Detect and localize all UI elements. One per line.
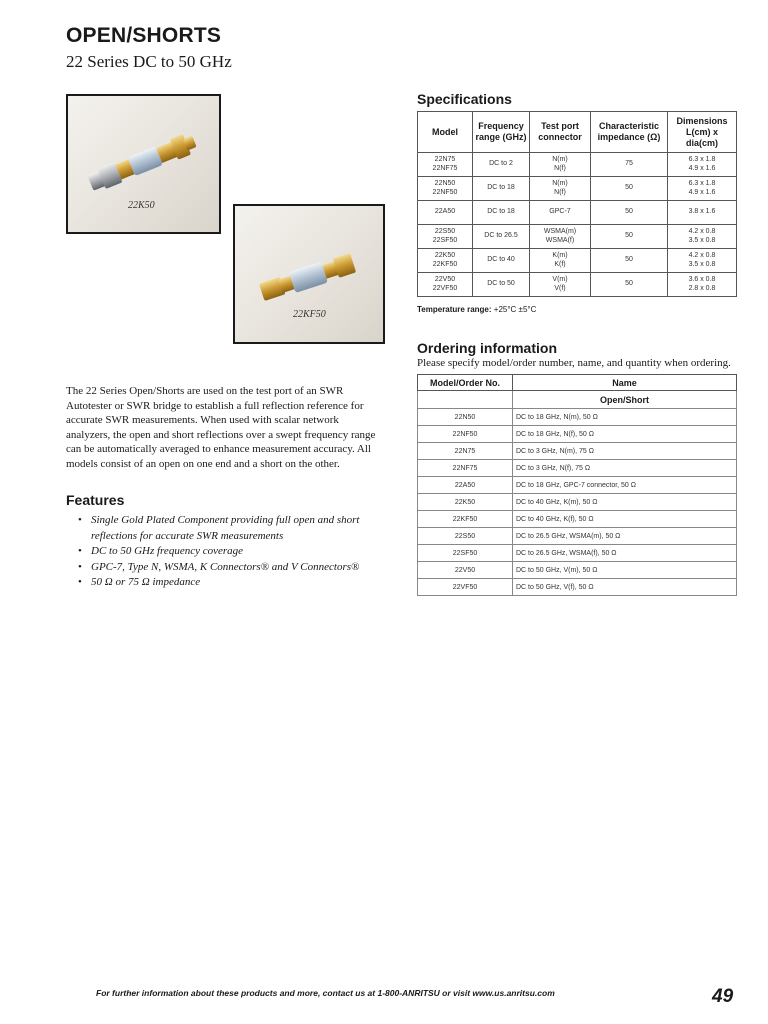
cell-model: 22K50 — [418, 494, 513, 511]
page-subtitle: 22 Series DC to 50 GHz — [66, 52, 232, 71]
feature-item: • 50 Ω or 75 Ω impedance — [78, 575, 388, 591]
table-row — [418, 528, 737, 545]
table-row — [418, 443, 737, 460]
cell-impedance: 50 — [591, 249, 668, 273]
cell-connector: N(m) N(f) — [530, 177, 591, 201]
cell-freq: DC to 40 — [473, 249, 530, 273]
cell-connector: N(m) N(f) — [530, 153, 591, 177]
cell-name: DC to 26.5 GHz, WSMA(m), 50 Ω — [513, 528, 737, 545]
cell-model: 22S50 — [418, 528, 513, 545]
column-header: Test port connector — [530, 112, 591, 153]
table-row — [418, 545, 737, 562]
cell-name: DC to 26.5 GHz, WSMA(f), 50 Ω — [513, 545, 737, 562]
cell-model: 22V50 22VF50 — [418, 273, 473, 297]
cell-model: 22VF50 — [418, 579, 513, 596]
cell-connector: K(m) K(f) — [530, 249, 591, 273]
features-list — [78, 513, 388, 591]
table-row — [418, 273, 737, 297]
product-photo-22kf50 — [233, 204, 385, 344]
cell-connector: WSMA(m) WSMA(f) — [530, 225, 591, 249]
cell-freq: DC to 2 — [473, 153, 530, 177]
cell-model: 22A50 — [418, 201, 473, 225]
ordering-table — [417, 374, 737, 596]
cell-name: DC to 3 GHz, N(f), 75 Ω — [513, 460, 737, 477]
column-header: Dimensions L(cm) x dia(cm) — [668, 112, 737, 153]
table-row — [418, 153, 737, 177]
photo-caption-2: 22KF50 — [293, 309, 326, 320]
cell-name: DC to 50 GHz, V(m), 50 Ω — [513, 562, 737, 579]
table-row — [418, 562, 737, 579]
column-header: Name — [513, 375, 737, 391]
description-paragraph: The 22 Series Open/Shorts are used on the test port of an SWR Autotester or SWR bridge to establish a full reflection reference for accurate SWR measurements. When used with scalar network analyzers, the open and short reflections over a swept frequency range can be automatically averaged to enhance measurement accuracy. All models consist of an open on one end and a short on the other. — [66, 385, 376, 470]
cell-model: 22NF50 — [418, 426, 513, 443]
cell-name: DC to 3 GHz, N(m), 75 Ω — [513, 443, 737, 460]
cell-model: 22N75 22NF75 — [418, 153, 473, 177]
cell-model: 22V50 — [418, 562, 513, 579]
cell-freq: DC to 26.5 — [473, 225, 530, 249]
features-heading: Features — [66, 492, 125, 508]
table-row — [418, 225, 737, 249]
table-row — [418, 201, 737, 225]
cell-model: 22A50 — [418, 477, 513, 494]
cell-dims: 3.8 x 1.6 — [668, 201, 737, 225]
column-header: Model/Order No. — [418, 375, 513, 391]
cell-model: 22NF75 — [418, 460, 513, 477]
cell-impedance: 75 — [591, 153, 668, 177]
cell-name: DC to 40 GHz, K(f), 50 Ω — [513, 511, 737, 528]
cell-freq: DC to 18 — [473, 177, 530, 201]
table-row — [418, 460, 737, 477]
table-row — [418, 494, 737, 511]
table-row — [418, 249, 737, 273]
cell-name: DC to 40 GHz, K(m), 50 Ω — [513, 494, 737, 511]
table-row — [418, 426, 737, 443]
temperature-label: Temperature range: — [417, 305, 492, 314]
product-photo-22k50 — [66, 94, 221, 234]
cell-model: 22N75 — [418, 443, 513, 460]
cell-name: DC to 18 GHz, N(f), 50 Ω — [513, 426, 737, 443]
ordering-heading: Ordering information — [417, 340, 557, 356]
cell-impedance: 50 — [591, 225, 668, 249]
temperature-value: +25°C ±5°C — [493, 305, 537, 314]
table-row — [418, 177, 737, 201]
specifications-heading: Specifications — [417, 91, 512, 107]
cell-dims: 6.3 x 1.8 4.9 x 1.6 — [668, 177, 737, 201]
cell-dims: 4.2 x 0.8 3.5 x 0.8 — [668, 249, 737, 273]
page-number: 49 — [712, 986, 734, 1007]
column-header: Frequency range (GHz) — [473, 112, 530, 153]
table-row — [418, 477, 737, 494]
table-row — [418, 391, 737, 409]
footer-contact: For further information about these products and more, contact us at 1-800-ANRITSU or visit www.us.anritsu.com — [96, 988, 555, 998]
column-header: Model — [418, 112, 473, 153]
photo-caption-1: 22K50 — [128, 200, 155, 211]
table-row — [418, 579, 737, 596]
cell-freq: DC to 18 — [473, 201, 530, 225]
feature-item: • GPC-7, Type N, WSMA, K Connectors® and V Connectors® — [78, 560, 388, 576]
cell-impedance: 50 — [591, 273, 668, 297]
cell-dims: 4.2 x 0.8 3.5 x 0.8 — [668, 225, 737, 249]
table-row — [418, 511, 737, 528]
specifications-table — [417, 111, 737, 297]
connector-illustration — [235, 206, 383, 342]
cell-name: DC to 18 GHz, GPC-7 connector, 50 Ω — [513, 477, 737, 494]
cell-connector: GPC-7 — [530, 201, 591, 225]
connector-illustration — [68, 96, 219, 232]
temperature-range — [417, 305, 536, 314]
cell-dims: 3.6 x 0.8 2.8 x 0.8 — [668, 273, 737, 297]
cell-freq: DC to 50 — [473, 273, 530, 297]
cell-impedance: 50 — [591, 177, 668, 201]
ordering-intro: Please specify model/order number, name, and quantity when ordering. — [417, 357, 731, 369]
cell-impedance: 50 — [591, 201, 668, 225]
table-row — [418, 409, 737, 426]
column-header: Characteristic impedance (Ω) — [591, 112, 668, 153]
cell-name: DC to 50 GHz, V(f), 50 Ω — [513, 579, 737, 596]
cell-model: 22N50 — [418, 409, 513, 426]
cell-model: 22S50 22SF50 — [418, 225, 473, 249]
feature-item: • DC to 50 GHz frequency coverage — [78, 544, 388, 560]
cell-name: DC to 18 GHz, N(m), 50 Ω — [513, 409, 737, 426]
feature-item: • Single Gold Plated Component providing full open and short reflections for accurate SWR measurements — [78, 513, 388, 544]
cell-model: 22SF50 — [418, 545, 513, 562]
cell-model: 22K50 22KF50 — [418, 249, 473, 273]
cell-dims: 6.3 x 1.8 4.9 x 1.6 — [668, 153, 737, 177]
cell-model: 22N50 22NF50 — [418, 177, 473, 201]
cell-connector: V(m) V(f) — [530, 273, 591, 297]
cell-model: 22KF50 — [418, 511, 513, 528]
group-label: Open/Short — [513, 391, 737, 409]
page-title: OPEN/SHORTS — [66, 24, 222, 47]
